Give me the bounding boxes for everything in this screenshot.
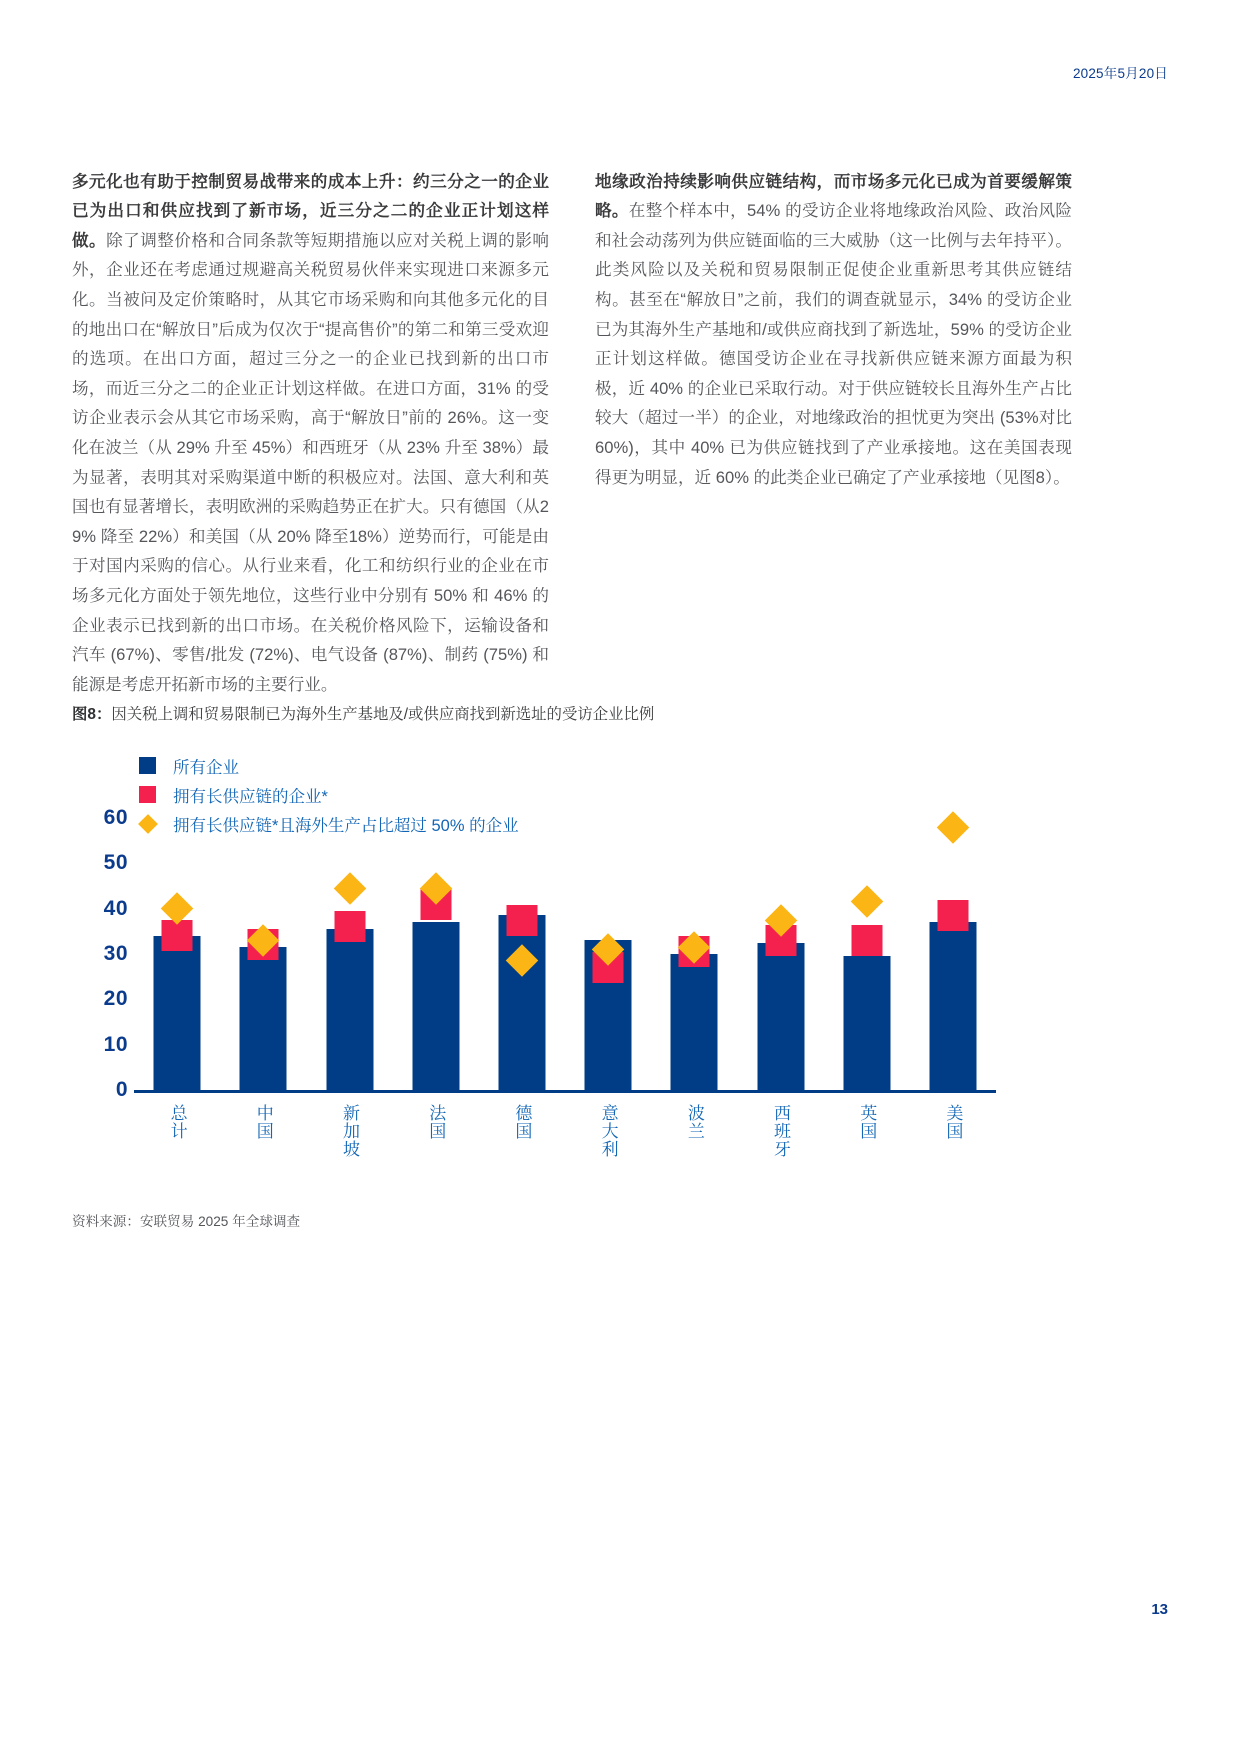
bar-slot-英国 [824,818,910,1090]
x-label-slot [824,1100,910,1205]
bar-slot-新加坡 [306,818,392,1090]
y-axis-tick-20: 20 [103,987,128,1011]
x-label-slot [479,1100,565,1205]
y-axis-tick-0: 0 [115,1078,128,1101]
marker-diamond-overseas-production [937,811,970,844]
bar-group [134,818,996,1090]
x-label-slot [910,1100,996,1205]
x-label-slot [565,1100,651,1205]
page-number: 13 [1151,1601,1168,1618]
x-label-slot [393,1100,479,1205]
figure-8 [72,703,1082,1158]
marker-square-long-supply-chain [506,905,537,936]
figure-source: 资料来源：安联贸易 2025 年全球调查 [72,1214,301,1229]
right-column [595,150,1072,509]
marker-square-long-supply-chain [334,911,365,942]
bar-all-companies [326,929,373,1090]
bar-slot-德国 [479,818,565,1090]
bar-slot-总计 [134,818,220,1090]
x-axis-label-总计: 总计 [167,1104,187,1140]
bar-all-companies [154,936,201,1090]
legend-label-long-supply-chain-overseas: 拥有长供应链*且海外生产占比超过 50% 的企业 [173,816,519,835]
y-axis-tick-30: 30 [103,942,128,965]
x-axis-label-中国: 中国 [253,1104,273,1140]
y-axis [72,806,128,1101]
x-axis-labels [134,1100,996,1205]
marker-diamond-overseas-production [333,872,366,905]
bar-all-companies [757,943,804,1090]
legend-label-long-supply-chain: 拥有长供应链的企业* [173,787,328,806]
bar-slot-法国 [393,818,479,1090]
y-axis-tick-40: 40 [103,896,128,920]
marker-square-long-supply-chain [937,900,968,931]
figure-title-text: 因关税上调和贸易限制已为海外生产基地及/或供应商找到新选址的受访企业比例 [111,706,655,723]
legend-item-square [139,780,519,809]
legend-swatch-square-icon [139,757,156,774]
bar-all-companies [240,947,287,1090]
y-axis-tick-50: 50 [103,851,128,875]
x-axis-label-波兰: 波兰 [684,1104,704,1140]
bar-slot-西班牙 [737,818,823,1090]
chart-plot-area [72,806,1082,1158]
figure-title [72,703,1082,727]
bar-all-companies [843,956,890,1090]
legend-label-all-companies: 所有企业 [173,758,239,777]
left-column [72,150,549,716]
marker-diamond-overseas-production [850,886,883,919]
right-column-paragraph [595,167,1072,493]
marker-square-long-supply-chain [851,925,882,956]
document-date: 2025年5月20日 [1072,66,1168,81]
x-axis-label-西班牙: 西班牙 [771,1104,791,1158]
legend-swatch-square-pink-icon [139,786,156,803]
y-axis-tick-10: 10 [103,1032,128,1056]
plot-canvas [134,818,996,1093]
bar-slot-意大利 [565,818,651,1090]
bar-all-companies [412,922,459,1090]
right-column-lead: 地缘政治持续影响供应链结构，而市场多元化已成为首要缓解策略。 [595,171,1072,221]
x-label-slot [306,1100,392,1205]
bar-slot-美国 [910,818,996,1090]
x-label-slot [134,1100,220,1205]
figure-label: 图8： [72,706,112,723]
x-axis-label-美国: 美国 [943,1104,963,1140]
legend-item-bar [139,751,519,780]
bar-slot-波兰 [651,818,737,1090]
marker-square-long-supply-chain [162,920,193,951]
bar-all-companies [929,922,976,1090]
left-column-paragraph [72,167,549,700]
bar-slot-中国 [220,818,306,1090]
x-label-slot [220,1100,306,1205]
x-axis-label-英国: 英国 [857,1104,877,1140]
right-column-text: 在整个样本中，54% 的受访企业将地缘政治风险、政治风险和社会动荡列为供应链面临的三大威胁（这一比例与去年持平）。此类风险以及关税和贸易限制正促使企业重新思考其供应链结构。甚至在“解放日”之前，我们的调查就显示，34% 的受访企业已为其海外生产基地和/或供应商找到了新选址，59% 的受访企业正计划这样做。德国受访企业在寻找新供应链来源方面最为积极，近 40% 的企业已采取行动。对于供应链较长且海外生产占比较大（超过一半）的企业，对地缘政治的担忧更为突出 (53%对比60%)，其中 40% 已为供应链找到了产业承接地。这在美国表现得更为明显，近 60% 的此类企业已确定了产业承接地（见图8）。 [595,201,1073,487]
bar-all-companies [671,954,718,1090]
x-label-slot [651,1100,737,1205]
left-column-lead: 多元化也有助于控制贸易战带来的成本上升：约三分之一的企业已为出口和供应找到了新市场，近三分之二的企业正计划这样做。 [72,171,549,250]
bar-all-companies [498,915,545,1090]
x-axis-label-德国: 德国 [512,1104,532,1140]
x-label-slot [737,1100,823,1205]
x-axis-label-法国: 法国 [426,1104,446,1140]
two-column-body [72,150,1072,716]
x-axis-label-意大利: 意大利 [598,1104,618,1158]
y-axis-tick-60: 60 [103,806,128,829]
x-axis-label-新加坡: 新加坡 [340,1104,359,1158]
x-axis-line [134,1090,996,1093]
left-column-text: 除了调整价格和合同条款等短期措施以应对关税上调的影响外，企业还在考虑通过规避高关税贸易伙伴来实现进口来源多元化。当被问及定价策略时，从其它市场采购和向其他多元化的目的地出口在“解放日”后成为仅次于“提高售价”的第二和第三受欢迎的选项。在出口方面，超过三分之一的企业已找到新的出口市场，而近三分之二的企业正计划这样做。在进口方面，31% 的受访企业表示会从其它市场采购，高于“解放日”前的 26%。这一变化在波兰（从 29% 升至 45%）和西班牙（从 23% 升至 38%）最为显著，表明其对采购渠道中断的积极应对。法国、意大利和英国也有显著增长，表明欧洲的采购趋势正在扩大。只有德国（从29% 降至 22%）和美国（从 20% 降至18%）逆势而行，可能是由于对国内采购的信心。从行业来看，化工和纺织行业的企业在市场多元化方面处于领先地位，这些行业中分别有 50% 和 46% 的企业表示已找到新的出口市场。在关税价格风险下，运输设备和汽车 (67%)、零售/批发 (72%)、电气设备 (87%)、制药 (75%) 和能源是考虑开拓新市场的主要行业。 [72,230,550,694]
